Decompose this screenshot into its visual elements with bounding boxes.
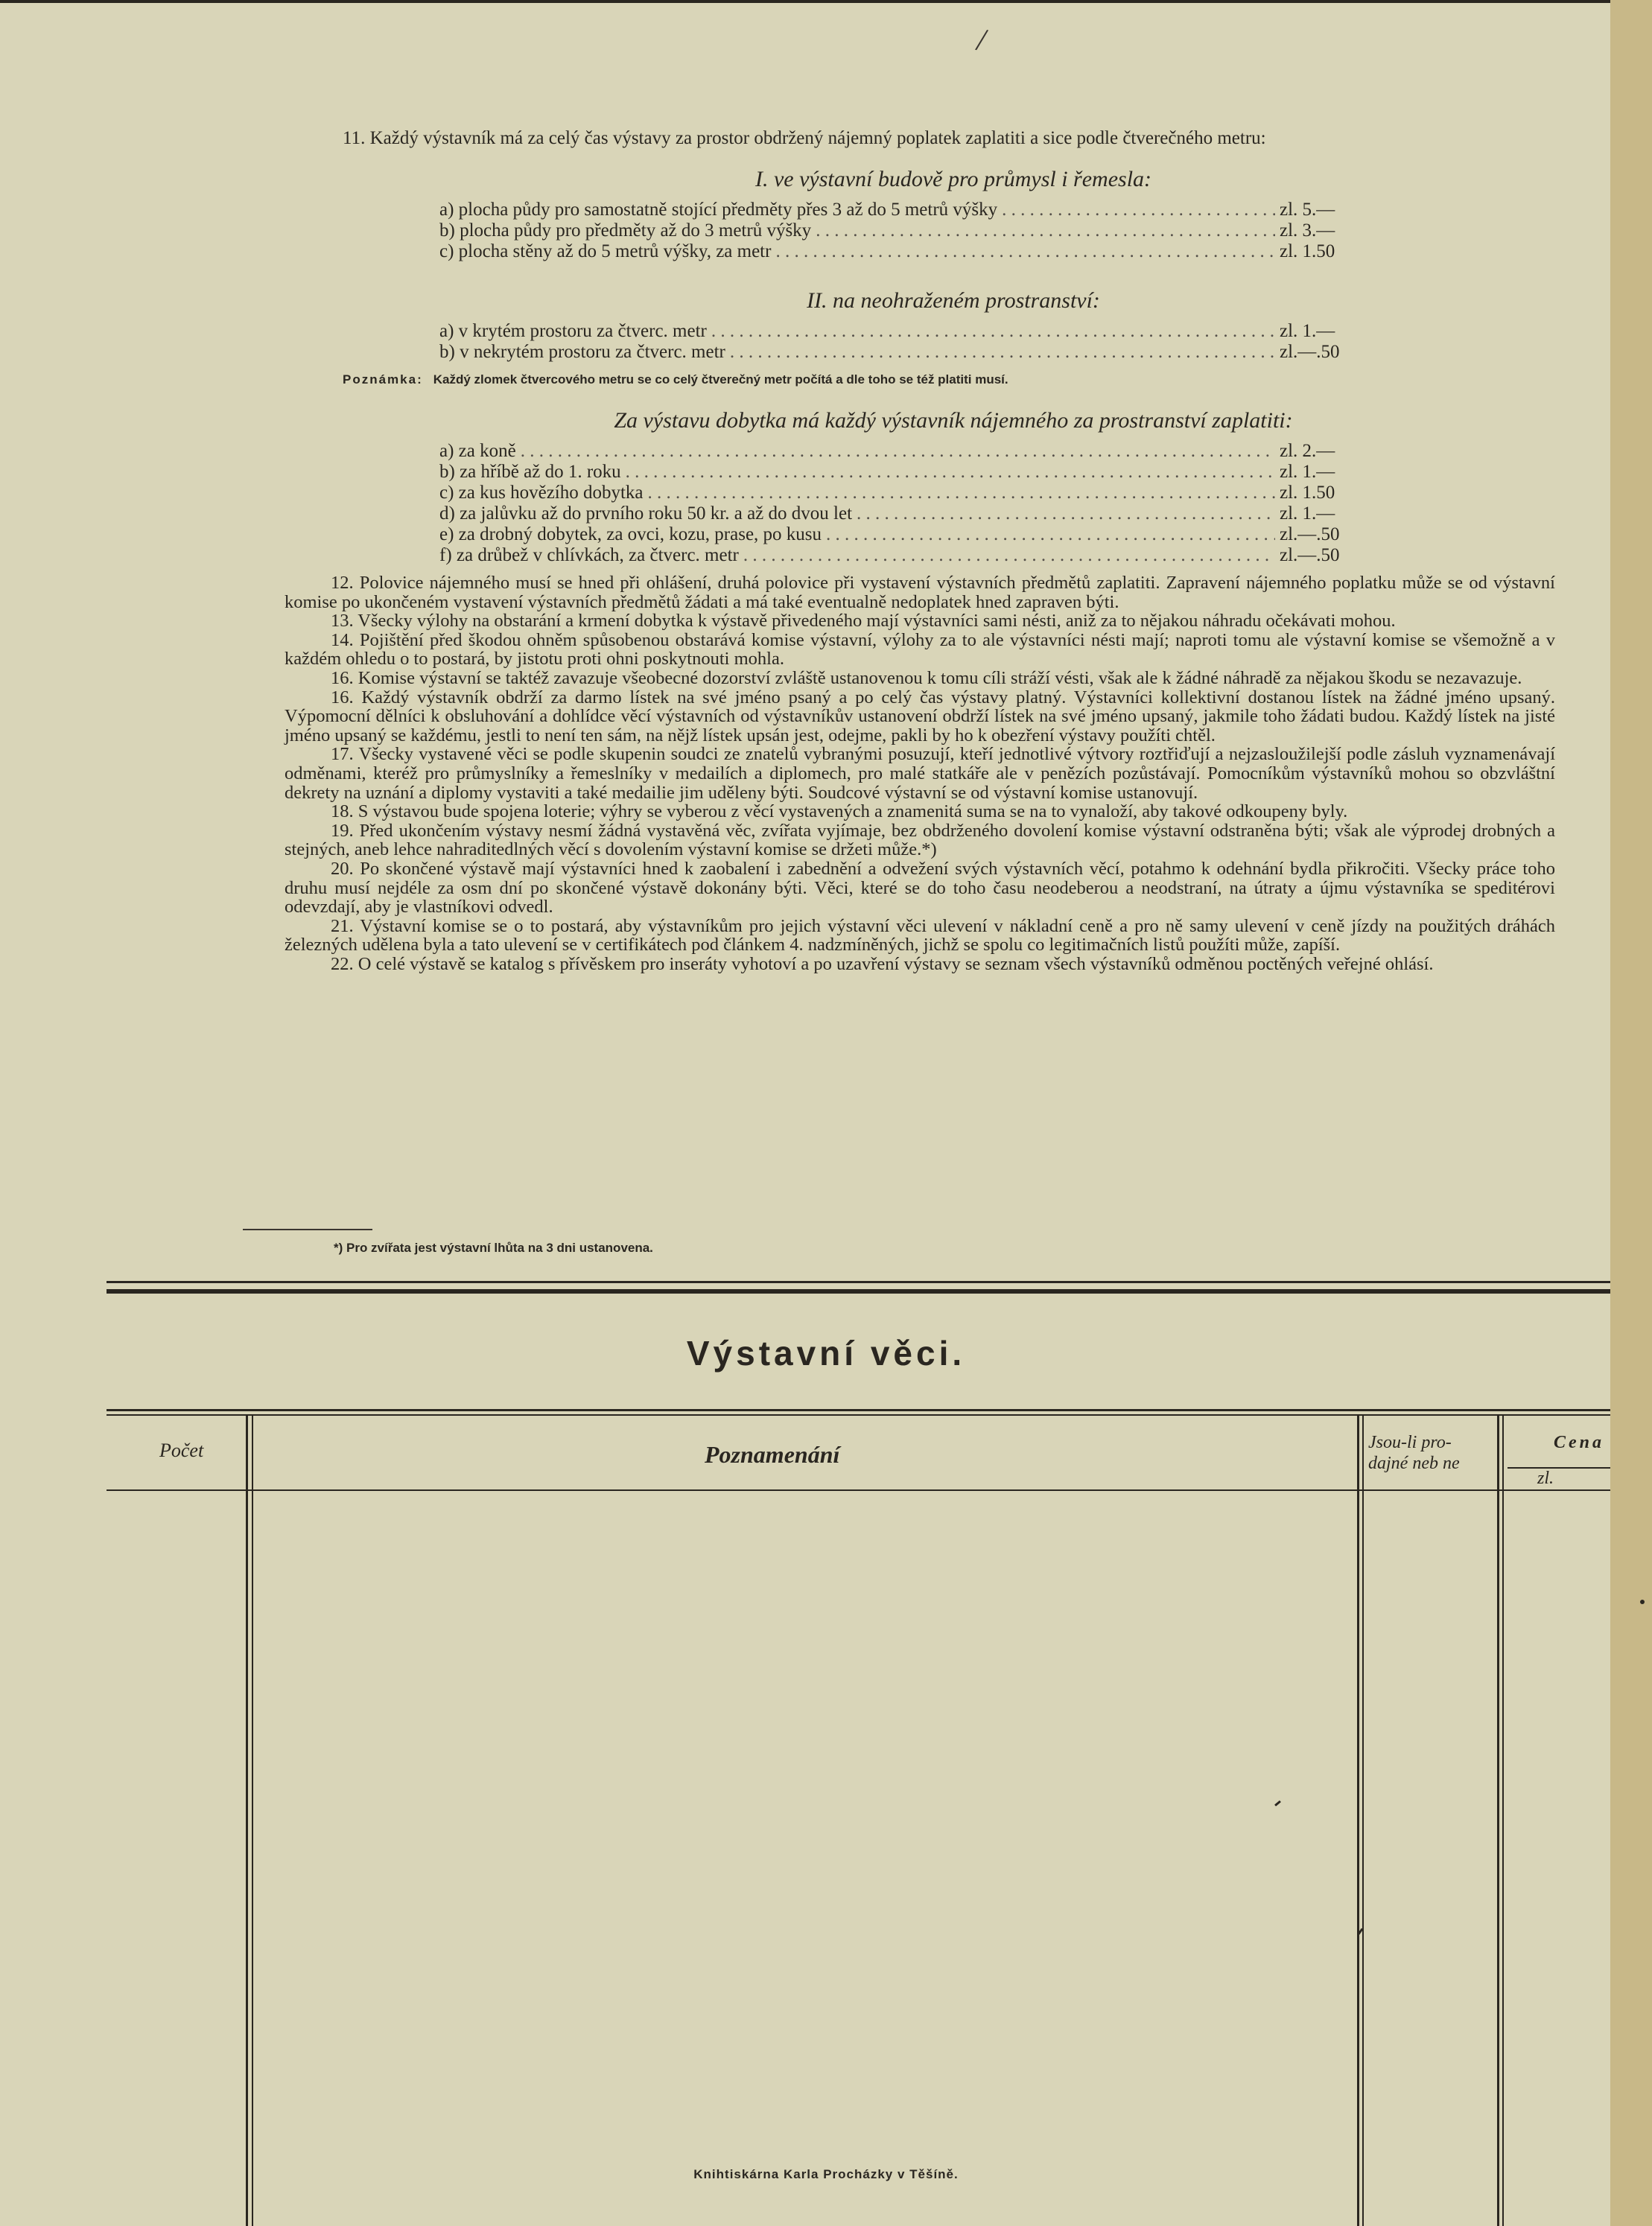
table-top-rule-thin [107, 1414, 1610, 1416]
ink-mark [1274, 1800, 1281, 1806]
table-top-rule [107, 1409, 1610, 1411]
item-label: b) plocha půdy pro předměty až do 3 metrů výšky [439, 220, 812, 241]
item-price: zl. 5.— [1280, 200, 1335, 220]
paragraph: 12. Polovice nájemného musí se hned při ohlášení, druhá polovice při vystavení výstavních předmětů zaplatiti. Zapravení nájemného poplatku může se od výstavní komise po ukončeném vystavení výstavních předmětů žádati a má také eventualně nedoplatek hned zapraven býti. [285, 573, 1555, 612]
item-label: c) plocha stěny až do 5 metrů výšky, za metr [439, 241, 772, 261]
column-header-for-sale: Jsou-li pro- [1368, 1433, 1452, 1452]
page-edge [1610, 0, 1652, 2226]
table-header-rule [107, 1489, 1610, 1491]
paragraph: 20. Po skončené výstavě mají výstavníci hned k zaobalení i zabednění a odvežení svých výstavních věcí, potahmo k odehnání bydla přikročiti. Všecky práce toho druhu musí nejdéle za osm dní po skončené výstavě dokonány býti. Věci, které se do toho času neodeberou a neodstraní, na útraty a újmu výstavníka se speditérovi odevzdají, aby je vlastníkovi odvedl. [285, 858, 1555, 918]
item-label: c) za kus hovězího dobytka [439, 483, 644, 503]
section-3-item [439, 545, 1362, 566]
item-label: b) za hříbě až do 1. roku [439, 462, 621, 482]
leader-dots [730, 342, 1275, 363]
paragraph: 14. Pojištění před škodou ohněm spůsobenou obstarává komise výstavní, výlohy za to ale výstavníci nésti mají; naproti tomu ale výstavní komise se všemožně a v každém ohledu o to postará, by jistotu proti ohni poskytnouti mohla. [285, 629, 1555, 670]
paragraph: 21. Výstavní komise se o to postará, aby výstavníkům pro jejich výstavní věci ulevení v nákladní ceně a pro ně samy ulevení v ceně jízdy na použitých dráhách železných udělena byla a tato ulevení se v certifikátech pod článkem 4. nadzmíněných, jichž se spolu co legitimačních listů použíti může, zapíší. [285, 915, 1555, 955]
column-divider [1502, 1416, 1504, 2226]
column-header-count: Počet [159, 1440, 204, 1461]
paragraph: 17. Všecky vystavené věci se podle skupenin soudci ze znatelů vybranými posuzují, kteří jednotlivé výtvory roztřiďují a nejzasloužilejší podle zásluh vyznamenávají odměnami, kteréž pro průmyslníky a řemeslníky v medailích a diplomech, pro malé statkáře ale v penězích pozůstávají. Pomocníkům výstavníků mohou so obzvláštní dekrety na uznání a diplomy vystaviti a také medailie jim uděleny býti. Soudcové výstavní se od výstavní komise ustanovují. [285, 744, 1555, 803]
column-header-price-unit: zl. [1537, 1469, 1554, 1488]
printer-imprint: Knihtiskárna Karla Procházky v Těšíně. [693, 2167, 959, 2181]
section-divider-thick [107, 1289, 1610, 1294]
section-3-item [439, 441, 1362, 462]
column-divider [1362, 1416, 1364, 2226]
section-3-title: Za výstavu dobytka má každý výstavník nájemného za prostranství zaplatiti: [614, 408, 1293, 433]
leader-dots [1002, 200, 1275, 220]
section-2-item [439, 342, 1362, 363]
section-1-item [439, 241, 1362, 262]
footnote: *) Pro zvířata jest výstavní lhůta na 3 dni ustanovena. [334, 1241, 653, 1255]
rule-11-intro: 11. Každý výstavník má za celý čas výstavy za prostor obdržený nájemný poplatek zaplatiti a sice podle čtverečného metru: [343, 128, 1266, 148]
section-3-item [439, 483, 1362, 503]
note [343, 372, 1008, 387]
section-2-title: II. na neohraženém prostranství: [807, 288, 1100, 313]
leader-dots [648, 483, 1275, 503]
column-header-notes: Poznamenání [705, 1441, 840, 1468]
paragraph: 18. S výstavou bude spojena loterie; výhry se vyberou z věcí vystavených a znamenitá suma se na to vynaloží, aby takové odkoupeny byly. [331, 801, 1348, 822]
item-label: a) za koně [439, 441, 516, 461]
leader-dots [816, 220, 1275, 241]
item-label: d) za jalůvku až do prvního roku 50 kr. a až do dvou let [439, 503, 853, 524]
paragraph: 19. Před ukončením výstavy nesmí žádná vystavěná věc, zvířata vyjímaje, bez obdrženého dovolení komise výstavní odstraněna býti; však ale výprodej drobných a stejných, aneb lehce nahraditedlných věcí s dovolením výstavní komise se držeti může.*) [285, 820, 1555, 860]
section-3-item [439, 462, 1362, 483]
section-3-item [439, 503, 1362, 524]
item-label: b) v nekrytém prostoru za čtverc. metr [439, 342, 725, 362]
item-label: f) za drůbež v chlívkách, za čtverc. metr [439, 545, 739, 565]
leader-dots [775, 241, 1275, 262]
leader-dots [743, 545, 1275, 566]
table-title: Výstavní věci. [686, 1334, 966, 1373]
item-price: zl.—.50 [1280, 342, 1340, 362]
footnote-rule [243, 1229, 372, 1230]
item-label: a) v krytém prostoru za čtverc. metr [439, 321, 707, 341]
column-divider [1497, 1416, 1499, 2226]
column-divider [252, 1416, 253, 2226]
paragraph: 16. Komise výstavní se taktéž zavazuje všeobecné dozorství zvláště ustanovenou k tomu cíli stráží vésti, však ale k žádné náhradě za nějakou škodu se nezavazuje. [331, 667, 1522, 688]
note-label: Poznámka: [343, 372, 423, 387]
note-text: Každý zlomek čtvercového metru se co celý čtverečný metr počítá a dle toho se též platiti musí. [433, 372, 1008, 387]
paragraph: 13. Všecky výlohy na obstarání a krmení dobytka k výstavě přivedeného mají výstavníci sami nésti, aniž za to nějakou náhradu očekávati mohou. [331, 611, 1396, 632]
section-1-item [439, 200, 1362, 220]
rules-body [285, 573, 1555, 973]
item-label: a) plocha půdy pro samostatně stojící předměty přes 3 až do 5 metrů výšky [439, 200, 998, 220]
ink-mark [1640, 1600, 1645, 1604]
item-label: e) za drobný dobytek, za ovci, kozu, prase, po kusu [439, 524, 822, 544]
section-3-item [439, 524, 1362, 545]
price-header-rule [1508, 1467, 1610, 1469]
item-price: zl. 1.— [1280, 321, 1335, 341]
section-2-item [439, 321, 1362, 342]
paragraph: 16. Každý výstavník obdrží za darmo lístek na své jméno psaný a po celý čas výstavy platný. Výstavníci kollektivní dostanou lístek na žádné jméno upsaný. Výpomocní dělníci k obsluhování a dohlídce věcí výstavních od výstavníkův ustanovení obdrží lístek na své jméno upsaný, jakmile toho žádati budou. Každý lístek na jisté jméno upsaný se každému, jestli to není ten sám, na nějž lístek upsán jest, odejme, pakli by ho k obezření výstavy použíti chtěl. [285, 687, 1555, 745]
pencil-mark: / [973, 21, 991, 59]
leader-dots [711, 321, 1275, 342]
item-price: zl.—.50 [1280, 545, 1340, 565]
column-header-for-sale: dajné neb ne [1368, 1454, 1460, 1473]
item-price: zl. 2.— [1280, 441, 1335, 461]
leader-dots [626, 462, 1275, 483]
item-price: zl. 1.50 [1280, 241, 1335, 261]
item-price: zl. 1.— [1280, 503, 1335, 524]
paragraph: 22. O celé výstavě se katalog s přívěskem pro inseráty vyhotoví a po uzavření výstavy se seznam všech výstavníků odměnou poctěných veřejné ohlásí. [331, 953, 1434, 974]
section-1-title: I. ve výstavní budově pro průmysl i řemesla: [754, 167, 1152, 191]
column-header-price: Cena [1554, 1433, 1605, 1452]
leader-dots [521, 441, 1275, 462]
column-divider [1357, 1416, 1359, 2226]
item-price: zl. 3.— [1280, 220, 1335, 241]
item-price: zl.—.50 [1280, 524, 1340, 544]
item-price: zl. 1.— [1280, 462, 1335, 482]
item-price: zl. 1.50 [1280, 483, 1335, 503]
leader-dots [826, 524, 1275, 545]
section-1-item [439, 220, 1362, 241]
leader-dots [857, 503, 1275, 524]
top-border-rule [0, 0, 1652, 3]
section-divider [107, 1281, 1610, 1283]
column-divider [246, 1416, 248, 2226]
